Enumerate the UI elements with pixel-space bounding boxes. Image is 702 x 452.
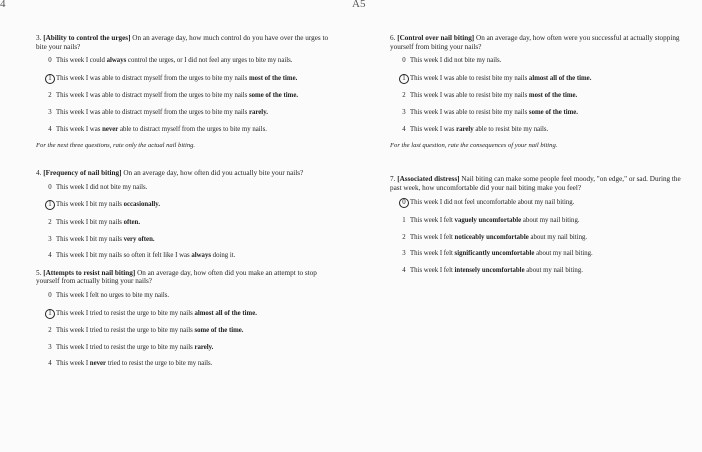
answer-text: This week I bit my nails bbox=[56, 201, 124, 209]
answer-emphasis: rarely. bbox=[248, 108, 268, 116]
instruction-note: For the last question, rate the consequences of your nail biting. bbox=[390, 142, 558, 150]
answer-emphasis: rarely bbox=[456, 125, 474, 133]
question-4-options bbox=[36, 184, 336, 260]
answer-text: This week I tried to resist the urge to bite my nails bbox=[56, 327, 195, 335]
answer-option-0 bbox=[46, 57, 336, 65]
answer-number: 3 bbox=[48, 343, 52, 351]
answer-emphasis: noticeably uncomfortable bbox=[454, 233, 529, 241]
circled-answer-number: 0 bbox=[399, 198, 409, 208]
answer-number: 2 bbox=[402, 92, 406, 100]
question-7 bbox=[390, 175, 690, 275]
question-5 bbox=[36, 269, 336, 369]
question-heading: [Attempts to resist nail biting] bbox=[43, 268, 136, 277]
answer-number: 1 bbox=[402, 216, 406, 224]
answer-text: This week I was able to distract myself from the urges to bite my nails bbox=[56, 108, 249, 116]
circled-answer-number: 1 bbox=[45, 200, 55, 210]
answer-emphasis: some of the time. bbox=[528, 108, 578, 116]
scan-mark-left: 4 bbox=[0, 0, 6, 10]
answer-number: 4 bbox=[402, 125, 406, 133]
question-3 bbox=[36, 34, 336, 134]
answer-text: This week I bit my nails bbox=[56, 235, 124, 243]
answer-emphasis: almost all of the time. bbox=[528, 74, 592, 82]
answer-text-end: doing it. bbox=[210, 252, 236, 260]
answer-option-4 bbox=[400, 267, 690, 275]
answer-number: 4 bbox=[48, 360, 52, 368]
answer-text-end: about my nail biting. bbox=[521, 216, 580, 224]
answer-number: 3 bbox=[402, 108, 406, 116]
question-heading: [Control over nail biting] bbox=[397, 34, 475, 42]
answer-number: 3 bbox=[48, 108, 52, 116]
answer-option-2 bbox=[46, 327, 336, 335]
answer-emphasis: some of the time. bbox=[194, 327, 244, 335]
answer-emphasis: never bbox=[102, 125, 119, 133]
answer-emphasis: never bbox=[89, 360, 107, 368]
answer-number: 0 bbox=[48, 57, 52, 65]
answer-option-0 bbox=[400, 57, 690, 65]
answer-text-end: about my nail biting. bbox=[528, 233, 588, 241]
answer-emphasis: vaguely uncomfortable bbox=[454, 216, 522, 224]
answer-option-1 bbox=[46, 309, 336, 319]
answer-option-1 bbox=[46, 74, 336, 84]
answer-option-4 bbox=[400, 126, 690, 134]
answer-number: 0 bbox=[402, 57, 406, 65]
answer-emphasis: occasionally. bbox=[123, 201, 161, 209]
answer-option-1 bbox=[400, 74, 690, 84]
question-6 bbox=[390, 34, 690, 134]
answer-text: This week I tried to resist the urge to bite my nails bbox=[56, 343, 195, 351]
answer-number: 2 bbox=[48, 327, 52, 335]
instruction-note: For the next three questions, rate only the actual nail biting. bbox=[36, 142, 196, 150]
answer-text: This week I was able to distract myself from the urges to bite my nails bbox=[56, 74, 249, 82]
answer-text: This week I was able to resist bite my nails bbox=[410, 92, 529, 100]
answer-number: 2 bbox=[48, 218, 52, 226]
question-5-options bbox=[36, 292, 336, 368]
question-text: On an average day, how often did you make an attempt to stop yourself from actually biting your nails? bbox=[36, 268, 317, 286]
answer-emphasis: almost all of the time. bbox=[194, 309, 257, 317]
answer-emphasis: rarely. bbox=[194, 343, 214, 351]
answer-emphasis: some of the time. bbox=[248, 92, 299, 100]
answer-text: This week I was able to resist bite my nails bbox=[410, 74, 529, 82]
answer-text: This week I felt bbox=[410, 250, 455, 258]
answer-option-4 bbox=[46, 360, 336, 368]
answer-number: 4 bbox=[48, 125, 52, 133]
scan-mark-right: A5 bbox=[352, 0, 366, 10]
question-7-title bbox=[390, 175, 690, 192]
answer-option-0 bbox=[400, 198, 690, 208]
answer-text: This week I bit my nails so often it felt like I was bbox=[56, 252, 192, 260]
answer-text: This week I bbox=[56, 360, 90, 368]
answer-option-2 bbox=[46, 92, 336, 100]
answer-text-end: able to resist bite my nails. bbox=[473, 125, 549, 133]
question-number: 6. bbox=[390, 34, 396, 42]
answer-number: 4 bbox=[48, 252, 52, 260]
question-3-options bbox=[36, 57, 336, 133]
answer-emphasis: always bbox=[191, 252, 211, 260]
answer-option-2 bbox=[400, 234, 690, 242]
answer-option-2 bbox=[46, 219, 336, 227]
answer-option-4 bbox=[46, 252, 336, 260]
answer-emphasis: very often. bbox=[123, 235, 155, 243]
answer-number: 0 bbox=[48, 291, 52, 299]
answer-text-end: able to distract myself from the urges to bite my nails. bbox=[118, 125, 267, 133]
answer-emphasis: most of the time. bbox=[248, 74, 298, 82]
question-6-options bbox=[390, 57, 690, 133]
answer-text: This week I felt no urges to bite my nails. bbox=[56, 291, 170, 299]
answer-emphasis: significantly uncomfortable bbox=[454, 250, 535, 258]
question-text: On an average day, how often were you successful at actually stopping yourself from biting your nails? bbox=[390, 34, 680, 51]
answer-text: This week I felt bbox=[410, 216, 455, 224]
answer-text: This week I did not feel uncomfortable about my nail biting. bbox=[410, 199, 575, 207]
answer-option-4 bbox=[46, 126, 336, 134]
answer-number: 3 bbox=[402, 250, 406, 258]
circled-answer-number: 1 bbox=[399, 74, 409, 84]
answer-text: This week I tried to resist the urge to bite my nails bbox=[56, 309, 195, 317]
question-6-title bbox=[390, 34, 690, 51]
answer-option-1 bbox=[46, 200, 336, 210]
answer-text-end: control the urges, or I did not feel any urges to bite my nails. bbox=[126, 57, 293, 65]
question-heading: [Frequency of nail biting] bbox=[43, 169, 122, 178]
question-number: 5. bbox=[36, 268, 42, 277]
answer-text-end: tried to resist the urge to bite my nails. bbox=[106, 360, 213, 368]
question-text: On an average day, how much control do you have over the urges to bite your nails? bbox=[36, 34, 329, 51]
answer-text: This week I did not bite my nails. bbox=[56, 183, 148, 191]
answer-option-0 bbox=[46, 184, 336, 192]
answer-option-2 bbox=[400, 92, 690, 100]
question-number: 4. bbox=[36, 169, 42, 178]
answer-number: 2 bbox=[402, 233, 406, 241]
answer-option-3 bbox=[400, 109, 690, 117]
right-column bbox=[390, 34, 690, 283]
answer-emphasis: always bbox=[106, 57, 127, 65]
answer-option-3 bbox=[46, 236, 336, 244]
answer-option-3 bbox=[46, 109, 336, 117]
answer-text: This week I bit my nails bbox=[56, 218, 124, 226]
left-column bbox=[36, 34, 336, 377]
question-4 bbox=[36, 169, 336, 260]
answer-number: 2 bbox=[48, 92, 52, 100]
answer-text: This week I was able to resist bite my nails bbox=[410, 108, 529, 116]
question-5-title bbox=[36, 269, 336, 286]
question-heading: [Associated distress] bbox=[397, 175, 460, 184]
answer-number: 0 bbox=[48, 183, 52, 191]
answer-text: This week I did not bite my nails. bbox=[410, 57, 502, 65]
question-text: Nail biting can make some people feel moody, "on edge," or sad. During the past week, how uncomfortable did your nail biting make you feel? bbox=[390, 175, 681, 192]
answer-emphasis: most of the time. bbox=[528, 92, 578, 100]
answer-number: 3 bbox=[48, 235, 52, 243]
answer-number: 4 bbox=[402, 266, 406, 274]
answer-text-end: about my nail biting. bbox=[524, 266, 583, 274]
circled-answer-number: 1 bbox=[45, 74, 55, 84]
answer-emphasis: often. bbox=[123, 218, 141, 226]
answer-text-end: about my nail biting. bbox=[534, 250, 593, 258]
question-7-options bbox=[390, 198, 690, 274]
answer-option-3 bbox=[400, 250, 690, 258]
answer-text: This week I was bbox=[56, 125, 103, 133]
answer-option-3 bbox=[46, 344, 336, 352]
answer-text: This week I was bbox=[410, 125, 457, 133]
answer-text: This week I felt bbox=[410, 233, 455, 241]
answer-option-0 bbox=[46, 292, 336, 300]
answer-text: This week I felt bbox=[410, 266, 455, 274]
answer-text: This week I was able to distract myself from the urges to bite my nails bbox=[56, 92, 249, 100]
question-heading: [Ability to control the urges] bbox=[43, 34, 131, 42]
question-4-title bbox=[36, 169, 336, 178]
question-text: On an average day, how often did you actually bite your nails? bbox=[121, 169, 304, 178]
answer-text: This week I could bbox=[56, 57, 107, 65]
circled-answer-number: 1 bbox=[45, 309, 55, 319]
answer-option-1 bbox=[400, 217, 690, 225]
answer-emphasis: intensely uncomfortable bbox=[454, 266, 525, 274]
question-number: 7. bbox=[390, 175, 396, 184]
question-number: 3. bbox=[36, 34, 42, 42]
question-3-title bbox=[36, 34, 336, 51]
